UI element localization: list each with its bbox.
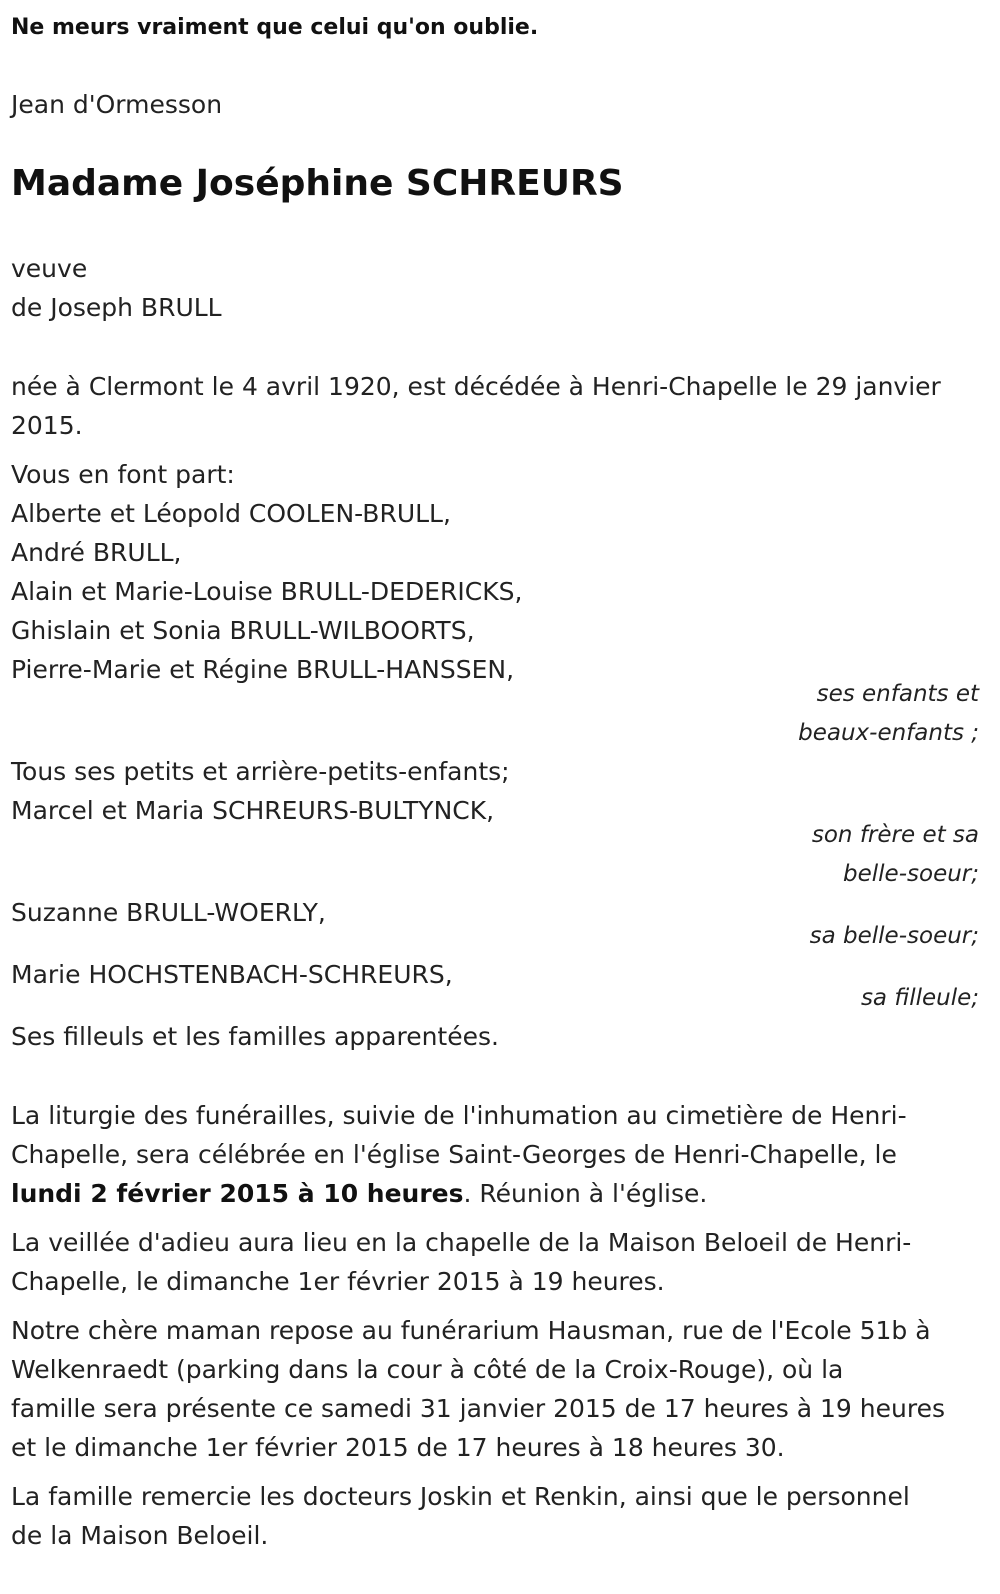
widow-of: de Joseph BRULL (11, 293, 222, 322)
family-line: Ses filleuls et les familles apparentées. (11, 1022, 499, 1051)
funeral-text (11, 1174, 707, 1213)
brother-name: Marcel et Maria SCHREURS-BULTYNCK, (11, 796, 495, 825)
funeral-home-text: et le dimanche 1er février 2015 de 17 heures à 18 heures 30. (11, 1433, 785, 1462)
sister-in-law-name: Suzanne BRULL-WOERLY, (11, 898, 326, 927)
goddaughter-name: Marie HOCHSTENBACH-SCHREURS, (11, 960, 453, 989)
widow-label: veuve (11, 254, 88, 283)
vigil-text: La veillée d'adieu aura lieu en la chapelle de la Maison Beloeil de Henri- (11, 1228, 912, 1257)
birth-death-line: 2015. (11, 411, 83, 440)
sister-in-law-role: sa belle-soeur; (809, 923, 979, 949)
brother-role: son frère et sa (811, 822, 979, 848)
child-name: Alberte et Léopold COOLEN-BRULL, (11, 499, 451, 528)
quote-author: Jean d'Ormesson (11, 90, 223, 119)
funeral-home-text: Welkenraedt (parking dans la cour à côté de la Croix-Rouge), où la (11, 1355, 844, 1384)
vigil-text: Chapelle, le dimanche 1er février 2015 à 19 heures. (11, 1267, 665, 1296)
deceased-name: Madame Joséphine SCHREURS (11, 163, 624, 204)
announcers-intro: Vous en font part: (11, 460, 235, 489)
funeral-text: Chapelle, sera célébrée en l'église Saint-Georges de Henri-Chapelle, le (11, 1140, 897, 1169)
funeral-home-text: famille sera présente ce samedi 31 janvier 2015 de 17 heures à 19 heures (11, 1394, 945, 1423)
funeral-home-text: Notre chère maman repose au funérarium Hausman, rue de l'Ecole 51b à (11, 1316, 931, 1345)
grandchildren-line: Tous ses petits et arrière-petits-enfants; (11, 757, 510, 786)
brother-role: belle-soeur; (843, 861, 979, 887)
thanks-text: La famille remercie les docteurs Joskin et Renkin, ainsi que le personnel (11, 1482, 910, 1511)
goddaughter-role: sa filleule; (860, 985, 979, 1011)
funeral-text: La liturgie des funérailles, suivie de l'inhumation au cimetière de Henri- (11, 1101, 907, 1130)
funeral-date: lundi 2 février 2015 à 10 heures (11, 1179, 464, 1208)
children-role: ses enfants et (816, 681, 979, 707)
children-role: beaux-enfants ; (798, 720, 979, 746)
child-name: Pierre-Marie et Régine BRULL-HANSSEN, (11, 655, 515, 684)
child-name: André BRULL, (11, 538, 182, 567)
birth-death-line: née à Clermont le 4 avril 1920, est décédée à Henri-Chapelle le 29 janvier (11, 372, 941, 401)
child-name: Alain et Marie-Louise BRULL-DEDERICKS, (11, 577, 523, 606)
opening-quote: Ne meurs vraiment que celui qu'on oublie. (11, 15, 539, 40)
funeral-meeting: . Réunion à l'église. (463, 1179, 708, 1208)
child-name: Ghislain et Sonia BRULL-WILBOORTS, (11, 616, 475, 645)
thanks-text: de la Maison Beloeil. (11, 1521, 269, 1550)
